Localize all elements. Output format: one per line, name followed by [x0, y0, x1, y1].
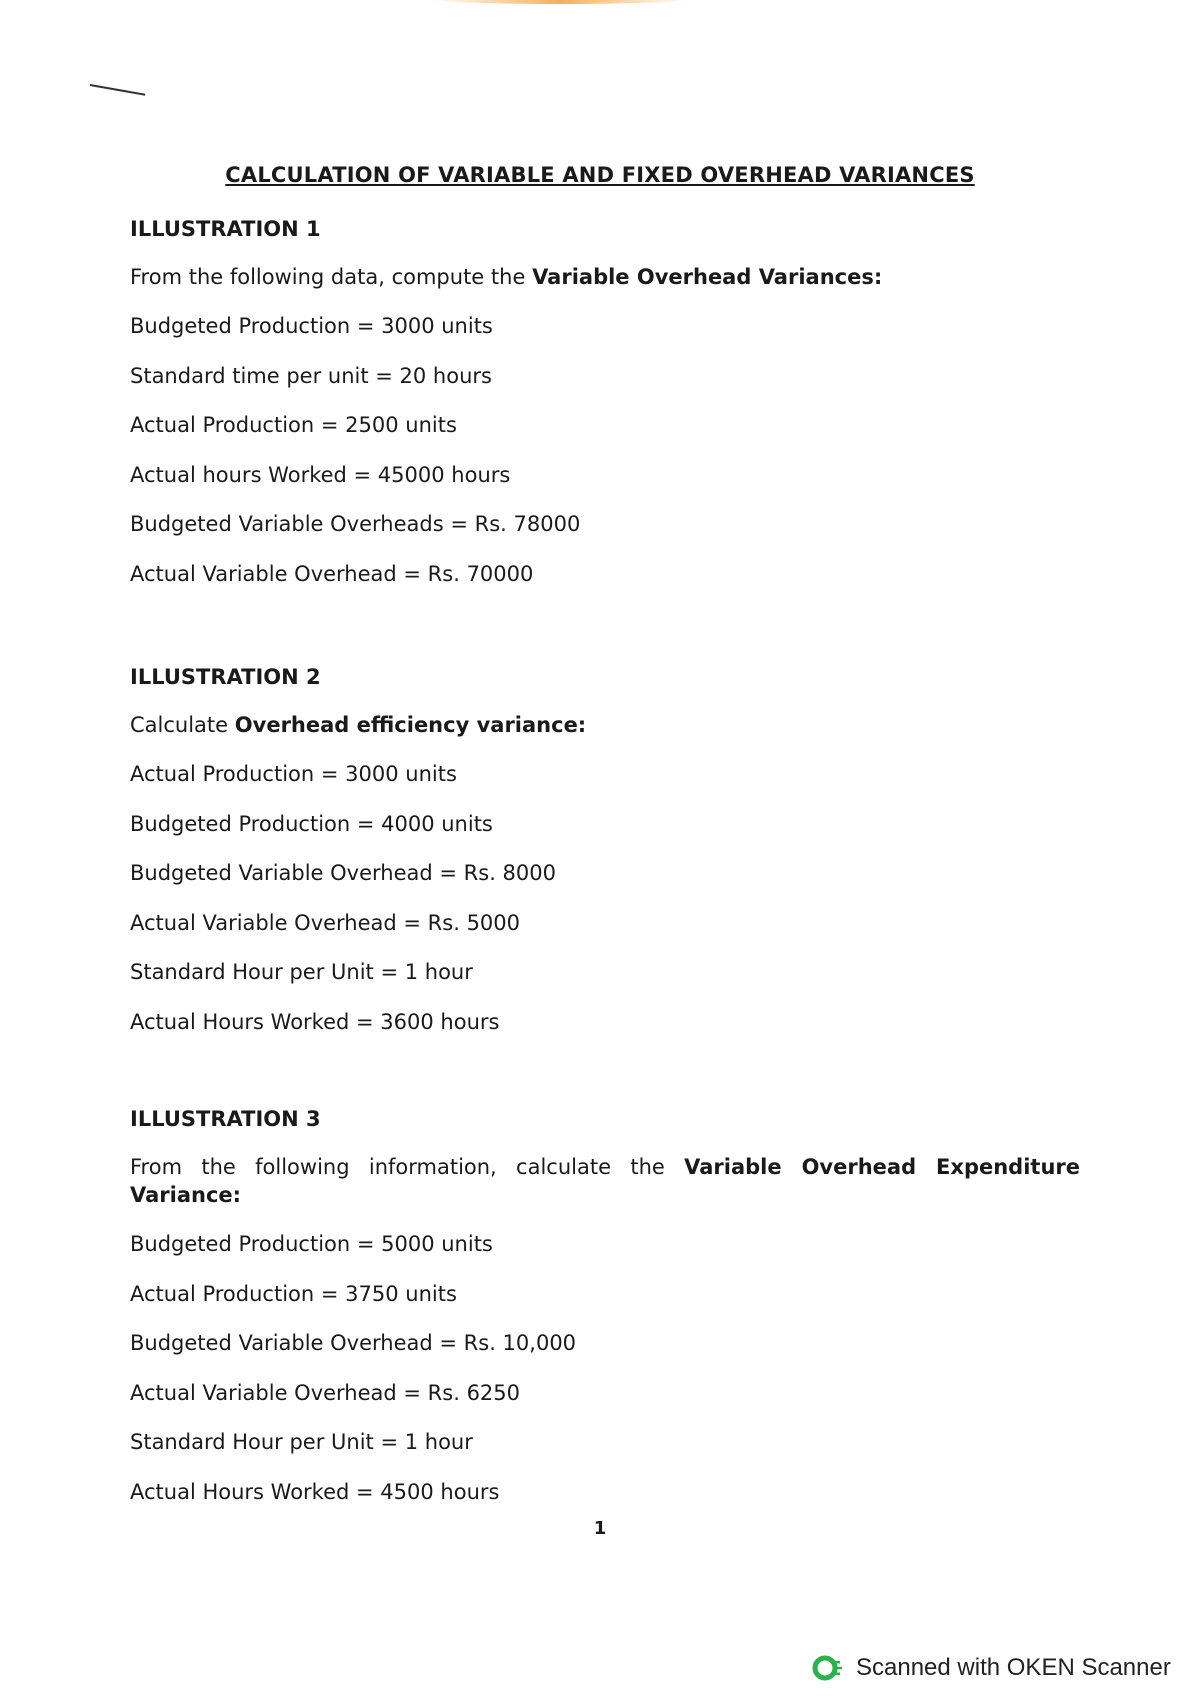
- illustration-1: [130, 213, 1080, 609]
- scanner-watermark: [812, 1650, 1171, 1686]
- page-number: 1: [593, 1518, 607, 1539]
- data-line: Actual Variable Overhead = Rs. 6250: [130, 1380, 521, 1405]
- data-line: Budgeted Production = 3000 units: [130, 314, 493, 338]
- illustration-intro: [130, 711, 1080, 739]
- scan-edge-glow: [430, 0, 690, 4]
- data-line: Actual Production = 3750 units: [130, 1281, 457, 1306]
- intro-text: From the following information, calculate the: [130, 1155, 665, 1179]
- document-title: CALCULATION OF VARIABLE AND FIXED OVERHEAD VARIANCES: [225, 163, 975, 187]
- data-line: Budgeted Variable Overheads = Rs. 78000: [130, 512, 581, 536]
- oken-scanner-logo-icon: [812, 1652, 844, 1684]
- data-line: Standard time per unit = 20 hours: [130, 363, 492, 388]
- pen-mark: [90, 84, 145, 96]
- scanner-watermark-text: Scanned with OKEN Scanner: [856, 1654, 1171, 1681]
- data-list: [130, 760, 1080, 1057]
- data-line: Budgeted Production = 4000 units: [130, 811, 493, 836]
- data-line: Budgeted Variable Overhead = Rs. 8000: [130, 861, 556, 885]
- intro-text: From the following data, compute the: [130, 265, 526, 289]
- intro-bold-text: Variable Overhead Variances:: [532, 265, 883, 289]
- intro-bold-text: Overhead efficiency variance:: [234, 713, 587, 737]
- data-line: Actual hours Worked = 45000 hours: [130, 462, 511, 487]
- data-line: Standard Hour per Unit = 1 hour: [130, 960, 473, 984]
- illustration-intro: [130, 1153, 1080, 1209]
- data-line: Budgeted Variable Overhead = Rs. 10,000: [130, 1331, 577, 1355]
- data-line: Actual Hours Worked = 3600 hours: [130, 1009, 500, 1034]
- data-line: Actual Hours Worked = 4500 hours: [130, 1479, 500, 1504]
- illustration-heading: ILLUSTRATION 3: [130, 1107, 321, 1131]
- intro-text: Calculate: [130, 713, 229, 737]
- data-line: Actual Variable Overhead = Rs. 5000: [130, 910, 521, 935]
- illustration-heading: ILLUSTRATION 2: [130, 665, 321, 689]
- intro-bold-text: Variable Overhead Expenditure Variance:: [130, 1155, 1080, 1207]
- data-list: [130, 312, 1080, 609]
- illustration-intro: [130, 263, 1080, 291]
- data-list: [130, 1230, 1080, 1527]
- data-line: Actual Production = 3000 units: [130, 762, 457, 786]
- data-line: Budgeted Production = 5000 units: [130, 1232, 493, 1256]
- data-line: Actual Variable Overhead = Rs. 70000: [130, 561, 534, 586]
- illustration-3: [130, 1103, 1080, 1527]
- illustration-heading: ILLUSTRATION 1: [130, 217, 321, 241]
- data-line: Actual Production = 2500 units: [130, 413, 457, 437]
- data-line: Standard Hour per Unit = 1 hour: [130, 1430, 473, 1454]
- illustration-2: [130, 661, 1080, 1057]
